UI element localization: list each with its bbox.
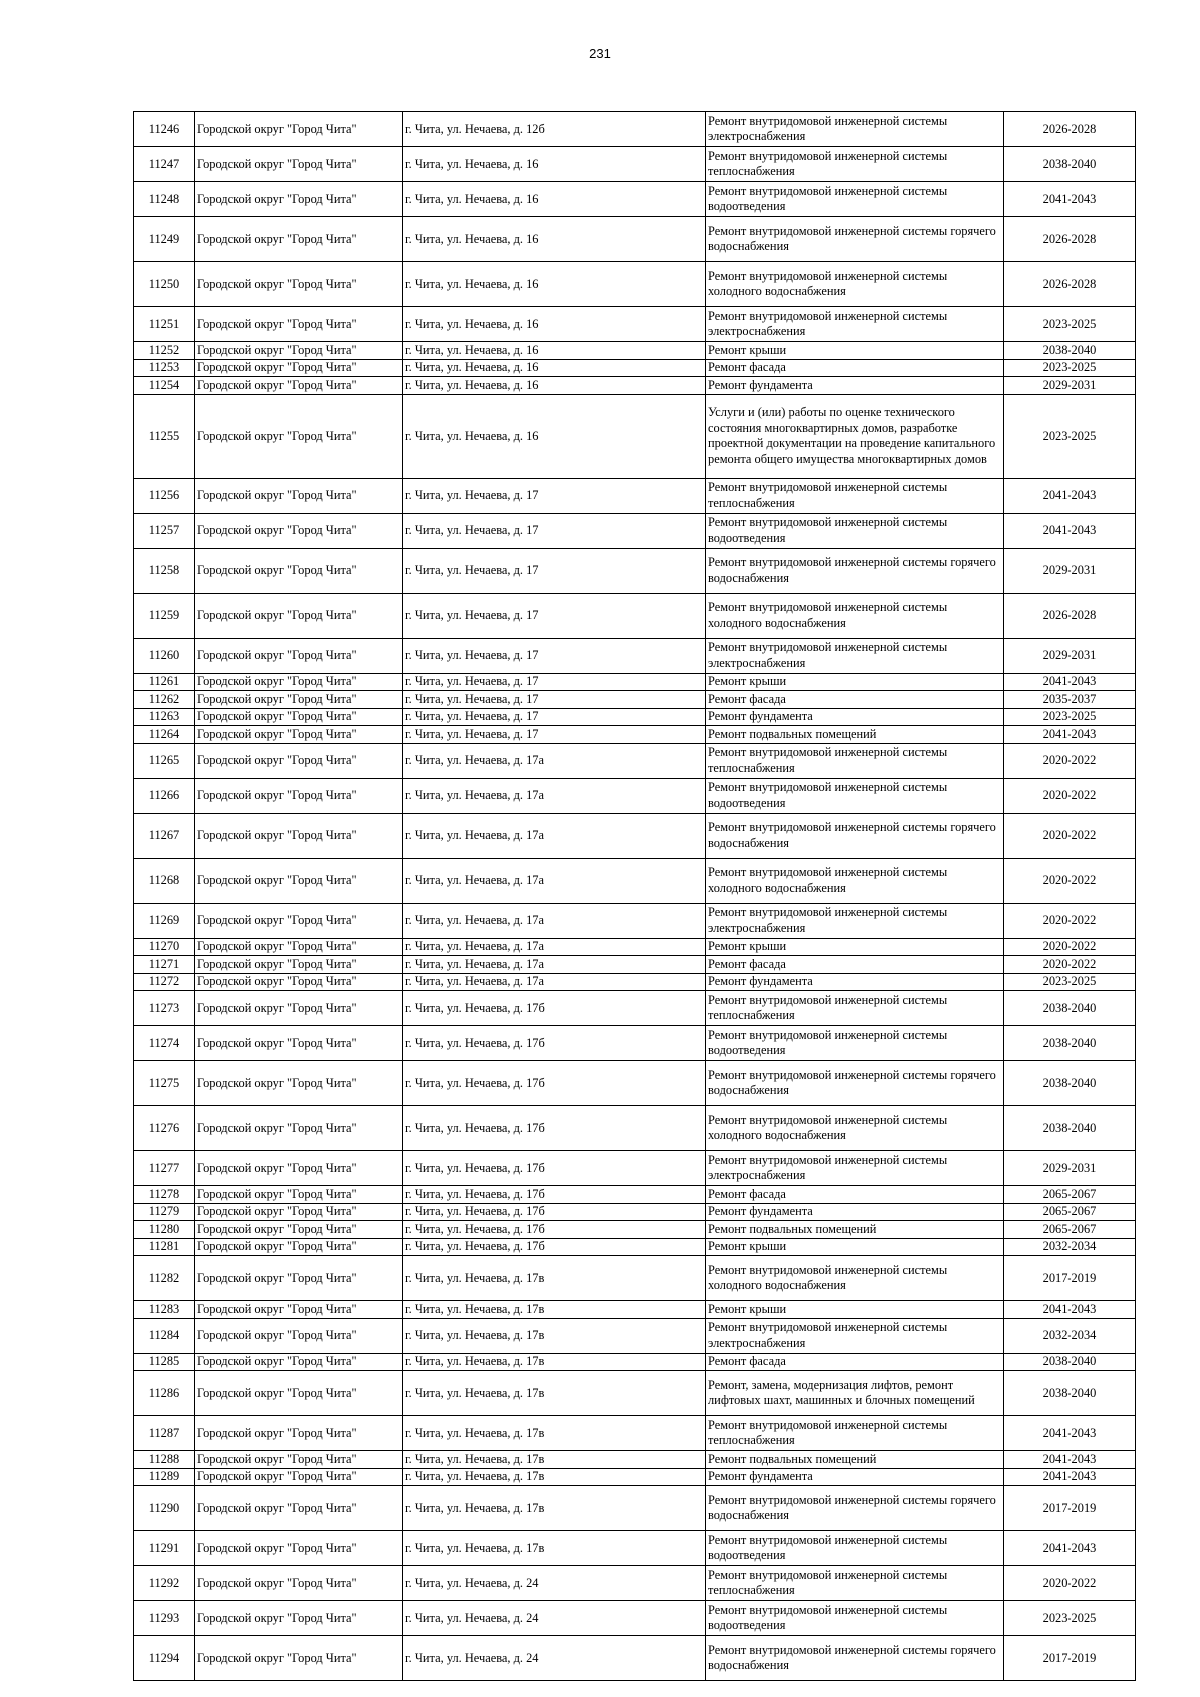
district-cell: Городской округ "Город Чита" (195, 903, 403, 938)
table-row (134, 478, 1136, 513)
address-cell: г. Чита, ул. Нечаева, д. 17б (403, 1238, 706, 1256)
row-number: 11285 (134, 1353, 195, 1371)
table-row (134, 1566, 1136, 1601)
row-number: 11274 (134, 1026, 195, 1061)
work-type-cell: Ремонт внутридомовой инженерной системы холодного водоснабжения (706, 1256, 1004, 1301)
period-cell: 2017-2019 (1004, 1486, 1136, 1531)
row-number: 11263 (134, 708, 195, 726)
row-number: 11290 (134, 1486, 195, 1531)
address-cell: г. Чита, ул. Нечаева, д. 17а (403, 778, 706, 813)
row-number: 11269 (134, 903, 195, 938)
table-row (134, 1371, 1136, 1416)
work-type-cell: Ремонт внутридомовой инженерной системы электроснабжения (706, 1151, 1004, 1186)
district-cell: Городской округ "Город Чита" (195, 991, 403, 1026)
table-row (134, 973, 1136, 991)
row-number: 11288 (134, 1451, 195, 1469)
period-cell: 2017-2019 (1004, 1256, 1136, 1301)
row-number: 11249 (134, 217, 195, 262)
address-cell: г. Чита, ул. Нечаева, д. 12б (403, 112, 706, 147)
work-type-cell: Ремонт внутридомовой инженерной системы теплоснабжения (706, 147, 1004, 182)
work-type-cell: Ремонт внутридомовой инженерной системы теплоснабжения (706, 743, 1004, 778)
district-cell: Городской округ "Город Чита" (195, 1301, 403, 1319)
table-row (134, 1318, 1136, 1353)
table-row (134, 1061, 1136, 1106)
district-cell: Городской округ "Город Чита" (195, 342, 403, 360)
period-cell: 2023-2025 (1004, 394, 1136, 478)
district-cell: Городской округ "Город Чита" (195, 938, 403, 956)
period-cell: 2023-2025 (1004, 708, 1136, 726)
row-number: 11264 (134, 726, 195, 744)
row-number: 11268 (134, 858, 195, 903)
address-cell: г. Чита, ул. Нечаева, д. 17в (403, 1531, 706, 1566)
work-type-cell: Ремонт внутридомовой инженерной системы электроснабжения (706, 638, 1004, 673)
address-cell: г. Чита, ул. Нечаева, д. 17 (403, 708, 706, 726)
district-cell: Городской округ "Город Чита" (195, 548, 403, 593)
district-cell: Городской округ "Город Чита" (195, 973, 403, 991)
row-number: 11254 (134, 377, 195, 395)
address-cell: г. Чита, ул. Нечаева, д. 17а (403, 813, 706, 858)
row-number: 11292 (134, 1566, 195, 1601)
district-cell: Городской округ "Город Чита" (195, 956, 403, 974)
table-row (134, 938, 1136, 956)
work-type-cell: Ремонт фасада (706, 1186, 1004, 1204)
work-type-cell: Ремонт внутридомовой инженерной системы теплоснабжения (706, 478, 1004, 513)
work-type-cell: Ремонт фундамента (706, 1203, 1004, 1221)
address-cell: г. Чита, ул. Нечаева, д. 17б (403, 991, 706, 1026)
period-cell: 2038-2040 (1004, 1371, 1136, 1416)
work-type-cell: Ремонт внутридомовой инженерной системы электроснабжения (706, 112, 1004, 147)
period-cell: 2041-2043 (1004, 1531, 1136, 1566)
row-number: 11267 (134, 813, 195, 858)
table-row (134, 813, 1136, 858)
work-type-cell: Ремонт фасада (706, 1353, 1004, 1371)
period-cell: 2029-2031 (1004, 548, 1136, 593)
district-cell: Городской округ "Город Чита" (195, 1451, 403, 1469)
work-type-cell: Ремонт внутридомовой инженерной системы водоотведения (706, 1601, 1004, 1636)
table-row (134, 1221, 1136, 1239)
table-row (134, 1151, 1136, 1186)
work-type-cell: Ремонт внутридомовой инженерной системы холодного водоснабжения (706, 858, 1004, 903)
table-row (134, 513, 1136, 548)
address-cell: г. Чита, ул. Нечаева, д. 17в (403, 1468, 706, 1486)
period-cell: 2038-2040 (1004, 147, 1136, 182)
district-cell: Городской округ "Город Чита" (195, 182, 403, 217)
table-row (134, 377, 1136, 395)
work-type-cell: Ремонт крыши (706, 938, 1004, 956)
address-cell: г. Чита, ул. Нечаева, д. 17 (403, 638, 706, 673)
table-row (134, 112, 1136, 147)
period-cell: 2023-2025 (1004, 359, 1136, 377)
row-number: 11275 (134, 1061, 195, 1106)
address-cell: г. Чита, ул. Нечаева, д. 17а (403, 858, 706, 903)
table-row (134, 858, 1136, 903)
table-row (134, 307, 1136, 342)
work-type-cell: Ремонт фасада (706, 359, 1004, 377)
table-row (134, 1238, 1136, 1256)
address-cell: г. Чита, ул. Нечаева, д. 17б (403, 1221, 706, 1239)
table-row (134, 1636, 1136, 1681)
row-number: 11262 (134, 691, 195, 709)
address-cell: г. Чита, ул. Нечаева, д. 17 (403, 478, 706, 513)
district-cell: Городской округ "Город Чита" (195, 217, 403, 262)
district-cell: Городской округ "Город Чита" (195, 1238, 403, 1256)
row-number: 11255 (134, 394, 195, 478)
district-cell: Городской округ "Город Чита" (195, 307, 403, 342)
district-cell: Городской округ "Город Чита" (195, 858, 403, 903)
row-number: 11271 (134, 956, 195, 974)
period-cell: 2017-2019 (1004, 1636, 1136, 1681)
table-row (134, 147, 1136, 182)
period-cell: 2026-2028 (1004, 217, 1136, 262)
period-cell: 2035-2037 (1004, 691, 1136, 709)
district-cell: Городской округ "Город Чита" (195, 377, 403, 395)
period-cell: 2026-2028 (1004, 262, 1136, 307)
district-cell: Городской округ "Город Чита" (195, 708, 403, 726)
period-cell: 2065-2067 (1004, 1221, 1136, 1239)
district-cell: Городской округ "Город Чита" (195, 394, 403, 478)
row-number: 11259 (134, 593, 195, 638)
work-type-cell: Ремонт крыши (706, 342, 1004, 360)
district-cell: Городской округ "Город Чита" (195, 359, 403, 377)
address-cell: г. Чита, ул. Нечаева, д. 17 (403, 691, 706, 709)
period-cell: 2038-2040 (1004, 991, 1136, 1026)
district-cell: Городской округ "Город Чита" (195, 1468, 403, 1486)
row-number: 11256 (134, 478, 195, 513)
period-cell: 2038-2040 (1004, 1106, 1136, 1151)
address-cell: г. Чита, ул. Нечаева, д. 16 (403, 182, 706, 217)
period-cell: 2020-2022 (1004, 743, 1136, 778)
work-type-cell: Ремонт крыши (706, 673, 1004, 691)
work-type-cell: Ремонт фасада (706, 691, 1004, 709)
period-cell: 2041-2043 (1004, 478, 1136, 513)
table-row (134, 1353, 1136, 1371)
row-number: 11283 (134, 1301, 195, 1319)
address-cell: г. Чита, ул. Нечаева, д. 17б (403, 1151, 706, 1186)
table-row (134, 548, 1136, 593)
address-cell: г. Чита, ул. Нечаева, д. 17в (403, 1486, 706, 1531)
table-row (134, 262, 1136, 307)
period-cell: 2041-2043 (1004, 673, 1136, 691)
address-cell: г. Чита, ул. Нечаева, д. 24 (403, 1601, 706, 1636)
district-cell: Городской округ "Город Чита" (195, 112, 403, 147)
address-cell: г. Чита, ул. Нечаева, д. 17б (403, 1186, 706, 1204)
district-cell: Городской округ "Город Чита" (195, 1186, 403, 1204)
row-number: 11250 (134, 262, 195, 307)
period-cell: 2032-2034 (1004, 1318, 1136, 1353)
district-cell: Городской округ "Город Чита" (195, 1371, 403, 1416)
period-cell: 2041-2043 (1004, 1451, 1136, 1469)
work-type-cell: Ремонт подвальных помещений (706, 726, 1004, 744)
district-cell: Городской округ "Город Чита" (195, 1203, 403, 1221)
district-cell: Городской округ "Город Чита" (195, 673, 403, 691)
row-number: 11282 (134, 1256, 195, 1301)
district-cell: Городской округ "Город Чита" (195, 147, 403, 182)
table-row (134, 1451, 1136, 1469)
district-cell: Городской округ "Город Чита" (195, 1151, 403, 1186)
address-cell: г. Чита, ул. Нечаева, д. 17 (403, 726, 706, 744)
address-cell: г. Чита, ул. Нечаева, д. 17 (403, 673, 706, 691)
work-type-cell: Ремонт фундамента (706, 1468, 1004, 1486)
table-body (134, 112, 1136, 1681)
table-row (134, 1468, 1136, 1486)
row-number: 11293 (134, 1601, 195, 1636)
address-cell: г. Чита, ул. Нечаева, д. 17в (403, 1353, 706, 1371)
row-number: 11279 (134, 1203, 195, 1221)
table-row (134, 778, 1136, 813)
row-number: 11289 (134, 1468, 195, 1486)
period-cell: 2038-2040 (1004, 1061, 1136, 1106)
period-cell: 2020-2022 (1004, 938, 1136, 956)
row-number: 11273 (134, 991, 195, 1026)
row-number: 11294 (134, 1636, 195, 1681)
work-type-cell: Ремонт внутридомовой инженерной системы горячего водоснабжения (706, 813, 1004, 858)
address-cell: г. Чита, ул. Нечаева, д. 17б (403, 1026, 706, 1061)
district-cell: Городской округ "Город Чита" (195, 1486, 403, 1531)
table-row (134, 743, 1136, 778)
table-row (134, 1486, 1136, 1531)
period-cell: 2020-2022 (1004, 903, 1136, 938)
period-cell: 2029-2031 (1004, 638, 1136, 673)
address-cell: г. Чита, ул. Нечаева, д. 17а (403, 938, 706, 956)
work-type-cell: Ремонт внутридомовой инженерной системы водоотведения (706, 1531, 1004, 1566)
row-number: 11281 (134, 1238, 195, 1256)
work-type-cell: Ремонт внутридомовой инженерной системы электроснабжения (706, 903, 1004, 938)
work-type-cell: Ремонт внутридомовой инженерной системы холодного водоснабжения (706, 262, 1004, 307)
table-row (134, 394, 1136, 478)
period-cell: 2038-2040 (1004, 1353, 1136, 1371)
district-cell: Городской округ "Город Чита" (195, 478, 403, 513)
period-cell: 2023-2025 (1004, 307, 1136, 342)
district-cell: Городской округ "Город Чита" (195, 691, 403, 709)
row-number: 11278 (134, 1186, 195, 1204)
table-row (134, 1256, 1136, 1301)
address-cell: г. Чита, ул. Нечаева, д. 24 (403, 1566, 706, 1601)
work-type-cell: Ремонт, замена, модернизация лифтов, ремонт лифтовых шахт, машинных и блочных помещений (706, 1371, 1004, 1416)
table-row (134, 359, 1136, 377)
period-cell: 2065-2067 (1004, 1186, 1136, 1204)
work-type-cell: Ремонт внутридомовой инженерной системы электроснабжения (706, 307, 1004, 342)
period-cell: 2038-2040 (1004, 342, 1136, 360)
period-cell: 2041-2043 (1004, 513, 1136, 548)
row-number: 11257 (134, 513, 195, 548)
period-cell: 2032-2034 (1004, 1238, 1136, 1256)
table-row (134, 1531, 1136, 1566)
work-type-cell: Ремонт внутридомовой инженерной системы электроснабжения (706, 1318, 1004, 1353)
work-type-cell: Ремонт внутридомовой инженерной системы горячего водоснабжения (706, 1486, 1004, 1531)
table-row (134, 1186, 1136, 1204)
work-type-cell: Ремонт внутридомовой инженерной системы горячего водоснабжения (706, 1636, 1004, 1681)
district-cell: Городской округ "Город Чита" (195, 513, 403, 548)
work-type-cell: Услуги и (или) работы по оценке технического состояния многоквартирных домов, разработке проектной документации на проведение капитального ремонта общего имущества многоквартирных домов (706, 394, 1004, 478)
row-number: 11247 (134, 147, 195, 182)
address-cell: г. Чита, ул. Нечаева, д. 16 (403, 359, 706, 377)
address-cell: г. Чита, ул. Нечаева, д. 17а (403, 956, 706, 974)
period-cell: 2041-2043 (1004, 182, 1136, 217)
address-cell: г. Чита, ул. Нечаева, д. 17 (403, 548, 706, 593)
table-row (134, 1416, 1136, 1451)
district-cell: Городской округ "Город Чита" (195, 726, 403, 744)
row-number: 11291 (134, 1531, 195, 1566)
table-row (134, 1301, 1136, 1319)
work-type-cell: Ремонт подвальных помещений (706, 1451, 1004, 1469)
table-row (134, 1026, 1136, 1061)
work-type-cell: Ремонт внутридомовой инженерной системы водоотведения (706, 778, 1004, 813)
row-number: 11251 (134, 307, 195, 342)
address-cell: г. Чита, ул. Нечаева, д. 17б (403, 1106, 706, 1151)
period-cell: 2029-2031 (1004, 1151, 1136, 1186)
row-number: 11260 (134, 638, 195, 673)
period-cell: 2020-2022 (1004, 813, 1136, 858)
period-cell: 2038-2040 (1004, 1026, 1136, 1061)
district-cell: Городской округ "Город Чита" (195, 1416, 403, 1451)
work-type-cell: Ремонт подвальных помещений (706, 1221, 1004, 1239)
table-row (134, 991, 1136, 1026)
district-cell: Городской округ "Город Чита" (195, 638, 403, 673)
table-row (134, 1601, 1136, 1636)
district-cell: Городской округ "Город Чита" (195, 1601, 403, 1636)
district-cell: Городской округ "Город Чита" (195, 1106, 403, 1151)
row-number: 11258 (134, 548, 195, 593)
district-cell: Городской округ "Город Чита" (195, 813, 403, 858)
district-cell: Городской округ "Город Чита" (195, 593, 403, 638)
work-type-cell: Ремонт фундамента (706, 973, 1004, 991)
table-row (134, 342, 1136, 360)
district-cell: Городской округ "Город Чита" (195, 1026, 403, 1061)
address-cell: г. Чита, ул. Нечаева, д. 16 (403, 217, 706, 262)
address-cell: г. Чита, ул. Нечаева, д. 17в (403, 1301, 706, 1319)
work-type-cell: Ремонт внутридомовой инженерной системы холодного водоснабжения (706, 1106, 1004, 1151)
work-type-cell: Ремонт внутридомовой инженерной системы водоотведения (706, 513, 1004, 548)
row-number: 11276 (134, 1106, 195, 1151)
table-row (134, 1203, 1136, 1221)
work-type-cell: Ремонт внутридомовой инженерной системы горячего водоснабжения (706, 548, 1004, 593)
row-number: 11248 (134, 182, 195, 217)
row-number: 11284 (134, 1318, 195, 1353)
table-row (134, 691, 1136, 709)
period-cell: 2020-2022 (1004, 1566, 1136, 1601)
district-cell: Городской округ "Город Чита" (195, 778, 403, 813)
address-cell: г. Чита, ул. Нечаева, д. 17б (403, 1203, 706, 1221)
work-type-cell: Ремонт фундамента (706, 377, 1004, 395)
period-cell: 2026-2028 (1004, 593, 1136, 638)
page-number: 231 (589, 46, 611, 61)
repair-schedule-table (133, 111, 1136, 1681)
address-cell: г. Чита, ул. Нечаева, д. 17в (403, 1451, 706, 1469)
work-type-cell: Ремонт фасада (706, 956, 1004, 974)
period-cell: 2065-2067 (1004, 1203, 1136, 1221)
address-cell: г. Чита, ул. Нечаева, д. 16 (403, 147, 706, 182)
district-cell: Городской округ "Город Чита" (195, 1256, 403, 1301)
period-cell: 2026-2028 (1004, 112, 1136, 147)
row-number: 11272 (134, 973, 195, 991)
address-cell: г. Чита, ул. Нечаева, д. 17 (403, 513, 706, 548)
period-cell: 2020-2022 (1004, 956, 1136, 974)
address-cell: г. Чита, ул. Нечаева, д. 16 (403, 342, 706, 360)
district-cell: Городской округ "Город Чита" (195, 1318, 403, 1353)
address-cell: г. Чита, ул. Нечаева, д. 16 (403, 377, 706, 395)
row-number: 11252 (134, 342, 195, 360)
row-number: 11266 (134, 778, 195, 813)
row-number: 11286 (134, 1371, 195, 1416)
district-cell: Городской округ "Город Чита" (195, 1061, 403, 1106)
address-cell: г. Чита, ул. Нечаева, д. 16 (403, 307, 706, 342)
work-type-cell: Ремонт внутридомовой инженерной системы водоотведения (706, 182, 1004, 217)
row-number: 11280 (134, 1221, 195, 1239)
address-cell: г. Чита, ул. Нечаева, д. 17б (403, 1061, 706, 1106)
district-cell: Городской округ "Город Чита" (195, 1531, 403, 1566)
address-cell: г. Чита, ул. Нечаева, д. 17в (403, 1256, 706, 1301)
period-cell: 2041-2043 (1004, 726, 1136, 744)
row-number: 11277 (134, 1151, 195, 1186)
table-row (134, 1106, 1136, 1151)
address-cell: г. Чита, ул. Нечаева, д. 17 (403, 593, 706, 638)
period-cell: 2023-2025 (1004, 1601, 1136, 1636)
address-cell: г. Чита, ул. Нечаева, д. 17в (403, 1318, 706, 1353)
period-cell: 2041-2043 (1004, 1468, 1136, 1486)
period-cell: 2023-2025 (1004, 973, 1136, 991)
address-cell: г. Чита, ул. Нечаева, д. 16 (403, 262, 706, 307)
address-cell: г. Чита, ул. Нечаева, д. 24 (403, 1636, 706, 1681)
address-cell: г. Чита, ул. Нечаева, д. 17в (403, 1371, 706, 1416)
work-type-cell: Ремонт фундамента (706, 708, 1004, 726)
period-cell: 2041-2043 (1004, 1301, 1136, 1319)
district-cell: Городской округ "Город Чита" (195, 1636, 403, 1681)
row-number: 11246 (134, 112, 195, 147)
row-number: 11261 (134, 673, 195, 691)
period-cell: 2041-2043 (1004, 1416, 1136, 1451)
table-row (134, 956, 1136, 974)
address-cell: г. Чита, ул. Нечаева, д. 17в (403, 1416, 706, 1451)
district-cell: Городской округ "Город Чита" (195, 1566, 403, 1601)
table-row (134, 182, 1136, 217)
table-row (134, 903, 1136, 938)
work-type-cell: Ремонт внутридомовой инженерной системы водоотведения (706, 1026, 1004, 1061)
table-row (134, 217, 1136, 262)
row-number: 11253 (134, 359, 195, 377)
district-cell: Городской округ "Город Чита" (195, 1221, 403, 1239)
work-type-cell: Ремонт внутридомовой инженерной системы теплоснабжения (706, 991, 1004, 1026)
table-row (134, 726, 1136, 744)
work-type-cell: Ремонт внутридомовой инженерной системы горячего водоснабжения (706, 1061, 1004, 1106)
work-type-cell: Ремонт крыши (706, 1238, 1004, 1256)
district-cell: Городской округ "Город Чита" (195, 743, 403, 778)
table-row (134, 593, 1136, 638)
period-cell: 2029-2031 (1004, 377, 1136, 395)
district-cell: Городской округ "Город Чита" (195, 1353, 403, 1371)
period-cell: 2020-2022 (1004, 858, 1136, 903)
table-row (134, 673, 1136, 691)
row-number: 11270 (134, 938, 195, 956)
work-type-cell: Ремонт крыши (706, 1301, 1004, 1319)
work-type-cell: Ремонт внутридомовой инженерной системы холодного водоснабжения (706, 593, 1004, 638)
table-row (134, 708, 1136, 726)
district-cell: Городской округ "Город Чита" (195, 262, 403, 307)
address-cell: г. Чита, ул. Нечаева, д. 17а (403, 973, 706, 991)
table-row (134, 638, 1136, 673)
work-type-cell: Ремонт внутридомовой инженерной системы горячего водоснабжения (706, 217, 1004, 262)
address-cell: г. Чита, ул. Нечаева, д. 17а (403, 743, 706, 778)
period-cell: 2020-2022 (1004, 778, 1136, 813)
work-type-cell: Ремонт внутридомовой инженерной системы теплоснабжения (706, 1416, 1004, 1451)
address-cell: г. Чита, ул. Нечаева, д. 16 (403, 394, 706, 478)
row-number: 11287 (134, 1416, 195, 1451)
address-cell: г. Чита, ул. Нечаева, д. 17а (403, 903, 706, 938)
row-number: 11265 (134, 743, 195, 778)
work-type-cell: Ремонт внутридомовой инженерной системы теплоснабжения (706, 1566, 1004, 1601)
